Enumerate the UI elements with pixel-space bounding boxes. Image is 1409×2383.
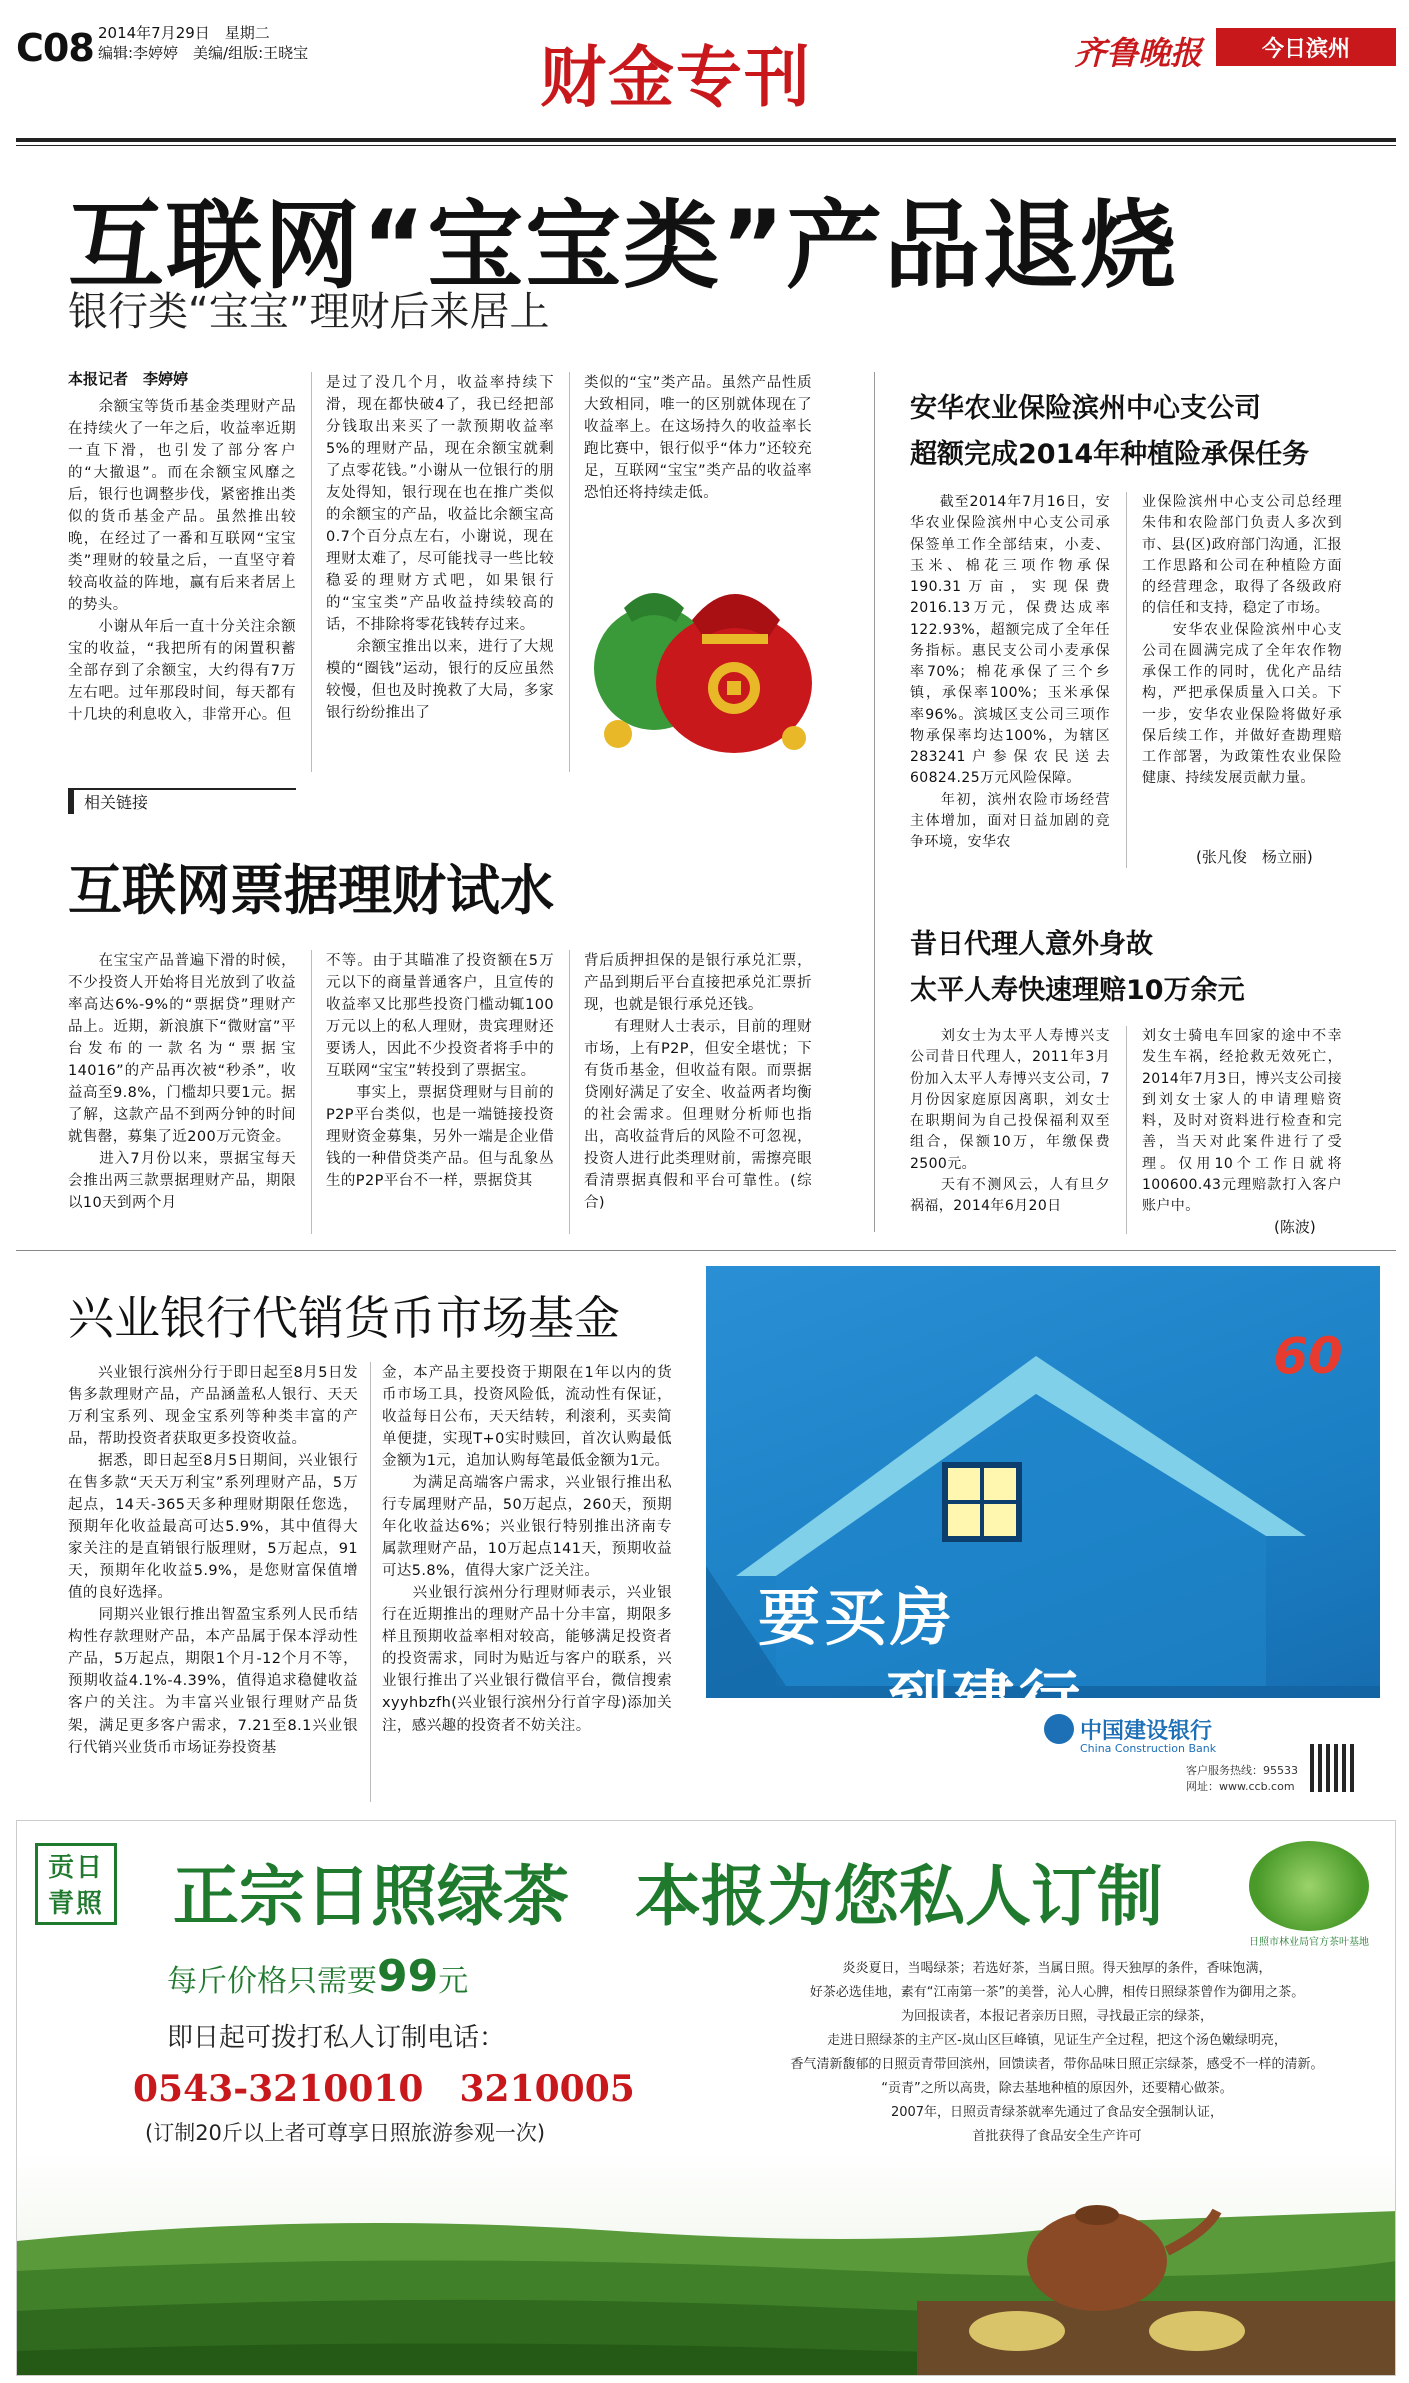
lead-headline: 互联网“宝宝类”产品退烧 [68,190,1179,302]
ccb-slogan-1: 要买房 [758,1581,957,1654]
paper-logo: 齐鲁晚报 [1074,34,1203,72]
lead-col-3: 类似的“宝”类产品。虽然产品性质大致相同，唯一的区别就体现在了收益率上。在这场持久的收益率长跑比赛中，银行似乎“体力”还较充足，互联网“宝宝”类产品的收益率恐怕还将持续走低。 [584,375,812,502]
related-col-divider-2 [569,950,570,1234]
section-title: 财金专刊 [540,38,812,116]
anhua-headline-2: 超额完成2014年种植险承保任务 [910,439,1310,470]
edition-tab [1216,28,1396,66]
tea-stamp-text: 贡日青照 [47,1853,104,1919]
tea-call: 即日起可拨打私人订制电话： [167,2023,506,2053]
xingye-col-2: 金，本产品主要投资于期限在1年以内的货币市场工具，投资风险低，流动性有保证，收益每日公布，天天结转，利滚利，买卖简单便捷，实现T+0实时赎回，首次认购最低金额为1元，追加认购每笔最低金额为1元。 为满足高端客户需求，兴业银行推出私行专属理财产品，50万起点，260天，预期年化收益达6%；兴业银行特别推出济南专属款理财产品，10万起点141天，预期收益可达5.8%，值得大家广泛关注。 兴业银行滨州分行理财师表示，兴业银行在近期推出的理财产品十分丰富，期限多样且预期收益率相对较高，能够满足投资者的投资需求，同时为贴近与客户的联系，兴业银行推出了兴业银行微信平台，微信搜索xyyhbzfh(兴业银行滨州分行首字母)添加关注，感兴趣的投资者不妨关注。 [382,1365,672,1734]
taiping-headline-1: 昔日代理人意外身故 [910,929,1153,960]
related-col-2: 不等。由于其瞄准了投资额在5万元以下的商量普通客户，且宣传的收益率又比那些投资门槛动辄100万元以上的私人理财，贵宾理财还要诱人，因此不少投资者将手中的互联网“宝宝”转投到了票据宝。 事实上，票据贷理财与目前的P2P平台类似，也是一端链接投资理财资金募集，另外一端是企业借钱的一种借贷类产品。但与乱象丛生的P2P平台不一样，票据贷其 [326,953,554,1190]
anhua-col-2: 业保险滨州中心支公司总经理朱伟和农险部门负责人多次到市、县(区)政府部门沟通，汇报工作思路和公司在种植险方面的经营理念，取得了各级政府的信任和支持，稳定了市场。 安华农业保险滨州中心支公司在圆满完成了全年农作物承保工作的同时，优化产品结构，严把承保质量入口关。下一步，安华农业保险将做好承保后续工作，并做好查勘理赔工作部署，为政策性农业保险健康、持续发展贡献力量。 [1142,494,1342,787]
ccb-footer [706,1698,1380,1800]
lead-col-divider-1 [311,372,312,772]
tea-badge [1249,1841,1369,1931]
anhua-headline-1: 安华农业保险滨州中心支公司 [910,393,1261,424]
related-col-divider-1 [311,950,312,1234]
lead-col-1: 余额宝等货币基金类理财产品在持续火了一年之后，收益率近期一直下滑，也引发了部分客户的“大撤退”。而在余额宝风靡之后，银行也调整步伐，紧密推出类似的货币基金产品。虽然推出较晚，在经过了一番和互联网“宝宝类”理财的较量之后，一直坚守着较高收益的阵地，赢有后来者居上的势头。 小谢从年后一直十分关注余额宝的收益，“我把所有的闲置积蓄全部存到了余额宝，大约得有7万左右吧。过年那段时间，每天都有十几块的利息收入，非常开心。但 [68,399,296,724]
tea-note: (订制20斤以上者可尊享日照旅游参观一次) [145,2121,546,2145]
ccb-bank-name: 中国建设银行 [1080,1719,1213,1744]
anniv-number: 60 [1273,1327,1343,1385]
lead-subhead: 银行类“宝宝”理财后来居上 [68,289,550,335]
tea-description: 炎炎夏日，当喝绿茶；若选好茶，当属日照。得天独厚的条件，香味饱满， 好茶必选佳地，素有“江南第一茶”的美誉，沁人心脾，相传日照绿茶曾作为御用之茶。 为回报读者，本报记者亲历日照，寻找最正宗的绿茶， 走进日照绿茶的主产区-岚山区巨峰镇，见证生产全过程，把这个汤色嫩绿明亮， 香气清新馥郁的日照贡青带回滨州，回馈读者，带你品味日照正宗绿茶，感受不一样的清新。 “贡青”之所以高贵，除去基地种植的原因外，还要精心做茶。 2007年，日照贡青绿茶就率先通过了食品安全强制认证， 首批获得了食品安全生产许可 [790,1961,1324,2145]
tea-ad [16,1820,1396,2376]
taiping-col-1: 刘女士为太平人寿博兴支公司昔日代理人，2011年3月份加入太平人寿博兴支公司，7月份因家庭原因离职，刘女士在职期间为自己投保福利双至组合，保额10万，年缴保费2500元。 天有不测风云，人有旦夕祸福，2014年6月20日 [910,1028,1110,1215]
tea-stamp [35,1843,117,1925]
tea-title: 正宗日照绿茶 本报为您私人订制 [173,1858,1163,1935]
editors-line: 编辑:李婷婷 美编/组版:王晓宝 [98,44,309,62]
ccb-hotline: 客户服务热线：95533 [1186,1764,1298,1777]
related-label-box [68,788,296,814]
tea-badge-caption: 日照市林业局官方茶叶基地 [1249,1937,1369,1948]
taiping-headline-2: 太平人寿快速理赔10万余元 [910,975,1245,1006]
xingye-col-1: 兴业银行滨州分行于即日起至8月5日发售多款理财产品，产品涵盖私人银行、天天万利宝系列、现金宝系列等种类丰富的产品，帮助投资者获取更多投资收益。 据悉，即日起至8月5日期间，兴业银行在售多款“天天万利宝”系列理财产品，5万起点，14天-365天多种理财期限任您选，预期年化收益最高可达5.9%，其中值得大家关注的是直销银行版理财，5万起点，91天，预期年化收益5.9%，是您财富保值增值的良好选择。 同期兴业银行推出智盈宝系列人民币结构性存款理财产品，本产品属于保本浮动性产品，5万起点，期限1个月-12个月不等，预期收益4.1%-4.39%，值得追求稳健收益客户的关注。为丰富兴业银行理财产品货架，满足更多客户需求，7.21至8.1兴业银行代销兴业货币市场证券投资基 [68,1365,358,1756]
page-col-divider [874,372,875,1232]
price-prefix: 每斤价格只需要 [167,1964,377,1999]
masthead-rule-thin [16,145,1396,146]
taiping-credit: (陈波) [1274,1218,1316,1236]
tea-price [167,1951,468,2002]
taiping-col-2: 刘女士骑电车回家的途中不幸发生车祸，经抢救无效死亡，2014年7月3日，博兴支公司接到刘女士家人的申请理赔资料，及时对资料进行检查和完善，当天对此案件进行了受理。仅用10个工作日就将100600.43元理赔款打入客户账户中。 [1142,1028,1342,1215]
lead-col-divider-2 [569,372,570,772]
anhua-credit: (张凡俊 杨立丽) [1196,848,1313,866]
related-headline: 互联网票据理财试水 [68,859,554,922]
related-label: 相关链接 [84,793,149,812]
issue-date: 2014年7月29日 星期二 [98,24,270,42]
taiping-col-divider [1126,1026,1127,1234]
related-col-1: 在宝宝产品普遍下滑的时候，不少投资人开始将目光放到了收益率高达6%-9%的“票据贷”理财产品上。近期，新浪旗下“微财富”平台发布的一款名为“票据宝14016”的产品再次被“秒杀”，收益高至9.8%，门槛却只要1元。据了解，这款产品不到两分钟的时间就售罄，募集了近200万元资金。 进入7月份以来，票据宝每天会推出两三款票据理财产品，期限以10天到两个月 [68,953,296,1212]
ccb-anniv-logo [1266,1324,1350,1388]
tea-phones: 0543-3210010 3210005 [133,2068,635,2110]
ccb-website: 网址：www.ccb.com [1186,1780,1295,1793]
price-suffix: 元 [438,1964,469,1999]
xingye-col-divider [370,1362,371,1802]
price-number: 99 [377,1951,439,2002]
masthead [0,0,1409,150]
lead-byline: 本报记者 李婷婷 [68,370,189,388]
ccb-logo-icon [1044,1714,1074,1744]
edition-label: 今日滨州 [1261,36,1350,62]
anhua-col-divider [1126,492,1127,868]
anhua-col-1: 截至2014年7月16日，安华农业保险滨州中心支公司承保签单工作全部结束，小麦、玉米、棉花三项作物承保190.31万亩，实现保费2016.13万元，保费达成率122.93%，超额完成了全年任务指标。惠民支公司小麦承保率70%；棉花承保了三个乡镇，承保率100%；玉米承保率96%。滨城区支公司三项作物承保率均达100%，为辖区283241户参保农民送去60824.25万元风险保障。 年初，滨州农险市场经营主体增加，面对日益加剧的竞争环境，安华农 [910,494,1110,851]
related-col-3: 背后质押担保的是银行承兑汇票，产品到期后平台直接把承兑汇票折现，也就是银行承兑还钱。 有理财人士表示，目前的理财市场，上有P2P，但安全堪忧；下有货币基金，但收益有限。而票据贷刚好满足了安全、收益两者均衡的社会需求。但理财分析师也指出，高收益背后的风险不可忽视，投资人进行此类理财前，需擦亮眼看清票据真假和平台可靠性。(综合) [584,953,812,1212]
money-bag-illustration [584,538,824,758]
qr-code-icon [1310,1744,1358,1792]
ccb-bank-en: China Construction Bank [1080,1742,1217,1755]
tea-field-photo [17,2151,1396,2376]
ccb-ad [706,1266,1380,1800]
page-number: C08 [16,26,94,70]
mid-horizontal-rule [16,1250,1396,1251]
masthead-rule [16,138,1396,142]
xingye-headline: 兴业银行代销货币市场基金 [68,1291,620,1345]
lead-col-2: 是过了没几个月，收益率持续下滑，现在都快破4了，我已经把部分钱取出来买了一款预期收益率5%的理财产品，现在余额宝就剩了点零花钱。”小谢从一位银行的朋友处得知，银行现在也在推广类似的余额宝的产品，收益比余额宝高0.7个百分点左右，小谢说，现在理财太难了，尽可能找寻一些比较稳妥的理财方式吧，如果银行的“宝宝类”产品收益持续较高的话，不排除将零花钱转存过来。 余额宝推出以来，进行了大规模的“圈钱”运动，银行的反应虽然较慢，但也及时挽救了大局，多家银行纷纷推出了 [326,375,554,722]
